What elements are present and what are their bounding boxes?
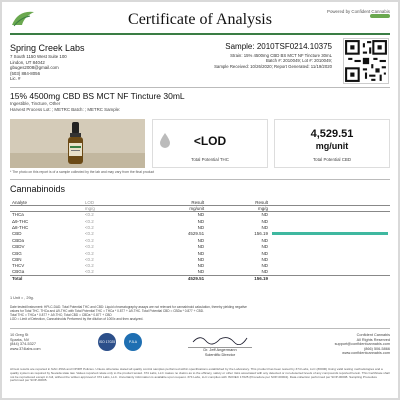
lab-address-line: 7 South 1150 West Suite 100 (10, 54, 67, 59)
method-note-line: LOD = Limit of Detection, Cannabinoids Performed by the dilution of 1000x and then analyzed. (10, 317, 144, 322)
total-label: Total (10, 275, 83, 281)
col-lod: LOD (83, 200, 133, 206)
lod-cell: <0.2 (84, 224, 94, 230)
method-note-line: Total THC = THCa * 0.877 + Δ9-THC; Total CBD = CBDa * 0.877 + CBD (10, 313, 112, 318)
certificate-page (2, 2, 398, 398)
lod-cell: <0.2 (84, 250, 94, 256)
col-analyte: Analyte (10, 200, 83, 206)
lod-cell: <0.2 (84, 237, 94, 243)
result-g-cell: ND (261, 237, 268, 243)
total-result-unit: 4529.51 (133, 275, 206, 281)
signer-title: Scientific Director (204, 351, 236, 357)
lod-cell: <0.2 (84, 263, 94, 269)
lod-cell: <0.2 (84, 269, 94, 275)
signature-block (180, 333, 260, 357)
photo-caption: * The photo on this report is of a sample collected by the lab and may vary from the final product (10, 170, 155, 174)
product-meta (10, 101, 120, 112)
total-cbd-value: 4,529.51 (310, 128, 354, 140)
total-row (10, 275, 390, 281)
product-name: 15% 4500mg CBD BS MCT NF Tincture 30mL (10, 91, 185, 101)
result-unit-cell: ND (197, 256, 205, 262)
analyte-cell: CBGa (12, 269, 25, 275)
result-unit-cell: ND (197, 250, 205, 256)
result-unit-cell: ND (197, 237, 205, 243)
analyte-cell: CBDa (12, 237, 25, 243)
analyte-cell: THCV (12, 263, 25, 269)
unit-cell: mg/g (83, 206, 133, 212)
result-unit-cell: ND (197, 218, 205, 224)
sample-dates: Sample Received: 10/26/2020; Report Generated: 11/19/2020 (214, 63, 332, 69)
result-g-cell: ND (261, 244, 268, 250)
lab-address-line: Lindon, UT 84042 (10, 59, 45, 65)
product-harvest: Harvest Process Lot: ; METRC Batch: ; METRC Sample: (10, 106, 121, 112)
confident-cannabis-logo-icon (370, 14, 390, 18)
result-g-cell: ND (261, 250, 268, 256)
page-title: Certificate of Analysis (128, 11, 272, 28)
result-g-cell: 156.19 (254, 231, 268, 237)
result-g-cell: ND (261, 224, 268, 230)
platform-rights: All Rights Reserved (356, 337, 390, 342)
total-bar-cell (270, 275, 390, 281)
result-g-cell: ND (261, 256, 268, 262)
platform-phone: (866) 506-5866 (364, 346, 390, 351)
qr-code-icon[interactable] (343, 38, 389, 84)
analyte-cell: Δ9-THC (12, 218, 29, 224)
analyte-cell: CBD (12, 231, 22, 237)
method-note-line: values for Total THC. THCa and Δ9-THC with Total Potential THC = THCa * 0.877 + Δ9-THC. Total Potential CBD = CBDa * 0.877 + CBD. (10, 309, 204, 314)
unit-cell: mg/unit (133, 206, 206, 212)
powered-by (327, 9, 390, 19)
result-unit-cell: ND (197, 244, 205, 250)
lod-cell: <0.2 (84, 244, 94, 250)
lod-cell: <0.2 (84, 256, 94, 262)
analyte-cell: CBDV (12, 244, 25, 250)
result-g-cell: ND (261, 218, 268, 224)
result-bar (272, 232, 388, 235)
result-unit-cell: 4529.51 (187, 231, 205, 237)
result-unit-cell: ND (197, 212, 205, 218)
platform-website[interactable]: www.confidentcannabis.com (342, 351, 390, 356)
total-cbd-box (274, 119, 390, 168)
iso-accreditation-badge-icon (98, 333, 116, 351)
analyte-cell: CBG (12, 250, 22, 256)
header-divider (10, 33, 390, 35)
legal-fineprint: All test results are reported in NAC 453A and OPIRH Policies. Unless otherwise stated all quality control samples performed within specifications established by the Laboratory. This product has been tested by 374 Labs, LLC (#0000) Using valid testing methodologies and a quality system as required by Nevada state law. Values reported relate only to the product tested. 374 Labs, LLC makes no claims as to the efficacy, safety or other risks associated with any detected or non-detected levels of any compounds reported herein. This Certificate shall not be reproduced except in full, without the written approval of 374 Labs, LLC. Uncertainty information is available upon request. 374 Labs, LLC complies with ISO/IEC 17025 (Procedure per SOP-00004). Data collection performed per SOP-00008. Sampling Procedure performed per SOP-00005. (10, 367, 390, 383)
analyte-cell: THCa (12, 212, 24, 218)
cannabinoids-table (10, 200, 390, 282)
analyte-cell: CBN (12, 256, 22, 262)
platform-footer (335, 333, 390, 356)
platform-email[interactable]: support@confidentcannabis.com (334, 342, 390, 347)
col-result-g: Result (206, 200, 270, 206)
product-photo (10, 119, 145, 168)
total-lod-cell (83, 275, 133, 281)
cannabinoids-body (10, 212, 390, 282)
total-thc-box (152, 119, 268, 168)
section-divider (10, 179, 390, 180)
footer-phone: (844) 374-5327 (10, 342, 36, 347)
lab-name: Spring Creek Labs (10, 43, 85, 53)
footer-website[interactable]: www.374labs.com (10, 346, 41, 351)
lab-email[interactable]: gbuges2008@gmail.com (10, 65, 59, 71)
result-g-cell: ND (261, 212, 268, 218)
sample-strain: Strain: 15% 4500mg CBD BS MCT NF Tincture 30mL (230, 53, 332, 58)
result-g-cell: ND (261, 269, 268, 275)
col-result-unit: Result (133, 200, 206, 206)
analyte-cell: Δ8-THC (12, 224, 29, 230)
method-notes (10, 305, 390, 321)
section-divider (10, 328, 390, 329)
section-divider (10, 87, 390, 88)
total-cbd-unit: mg/unit (315, 141, 349, 151)
lab-contact-footer (10, 333, 41, 351)
footer-city: Sparks, NV (10, 337, 30, 342)
powered-by-text: Powered by Confident Cannabis (327, 9, 390, 14)
sample-batch: Batch #: 2010049; Lot #: 2010049; (266, 58, 332, 64)
iso-badge-label: ISO 17025 (98, 340, 116, 344)
method-note-line: Date tested/Instrument: HPLC-DAD. Total Potential THC and CBD: Liquid chromatography assays are not relevant for cannabinoid calculation, thereby yielding negative (10, 305, 247, 309)
lod-cell: <0.2 (84, 231, 94, 237)
result-unit-cell: ND (197, 224, 205, 230)
signature-icon (190, 333, 250, 345)
result-g-cell: ND (261, 263, 268, 269)
total-thc-value: <LOD (193, 134, 227, 148)
total-thc-label: Total Potential THC (191, 157, 229, 162)
platform-name: Confident Cannabis (356, 333, 390, 337)
signer-name: Dr. Jeff Angermann (203, 346, 237, 352)
sample-details (182, 53, 332, 69)
result-unit-cell: ND (197, 263, 205, 269)
lab-license: Lic. # (10, 76, 21, 82)
lod-cell: <0.2 (84, 212, 94, 218)
result-unit-cell: ND (197, 269, 205, 275)
sample-id: Sample: 2010TSF0214.10375 (225, 42, 332, 51)
footer-address: 10 Greg St (10, 333, 29, 337)
unit-note: 1 Unit = , 29g. (10, 296, 34, 300)
tincture-bottle-icon (10, 119, 145, 168)
pjla-badge-label: PJLA (128, 340, 138, 344)
unit-cell: mg/g (206, 206, 270, 212)
product-category: Ingestible, Tincture, Other (10, 101, 61, 106)
total-result-g: 156.19 (206, 275, 270, 281)
cannabinoids-heading: Cannabinoids (10, 184, 66, 194)
lab-address (10, 54, 67, 82)
pjla-badge-icon (124, 333, 142, 351)
lod-cell: <0.2 (84, 218, 94, 224)
total-cbd-label: Total Potential CBD (312, 157, 352, 162)
lab-phone: (503) 884-8056 (10, 70, 41, 76)
